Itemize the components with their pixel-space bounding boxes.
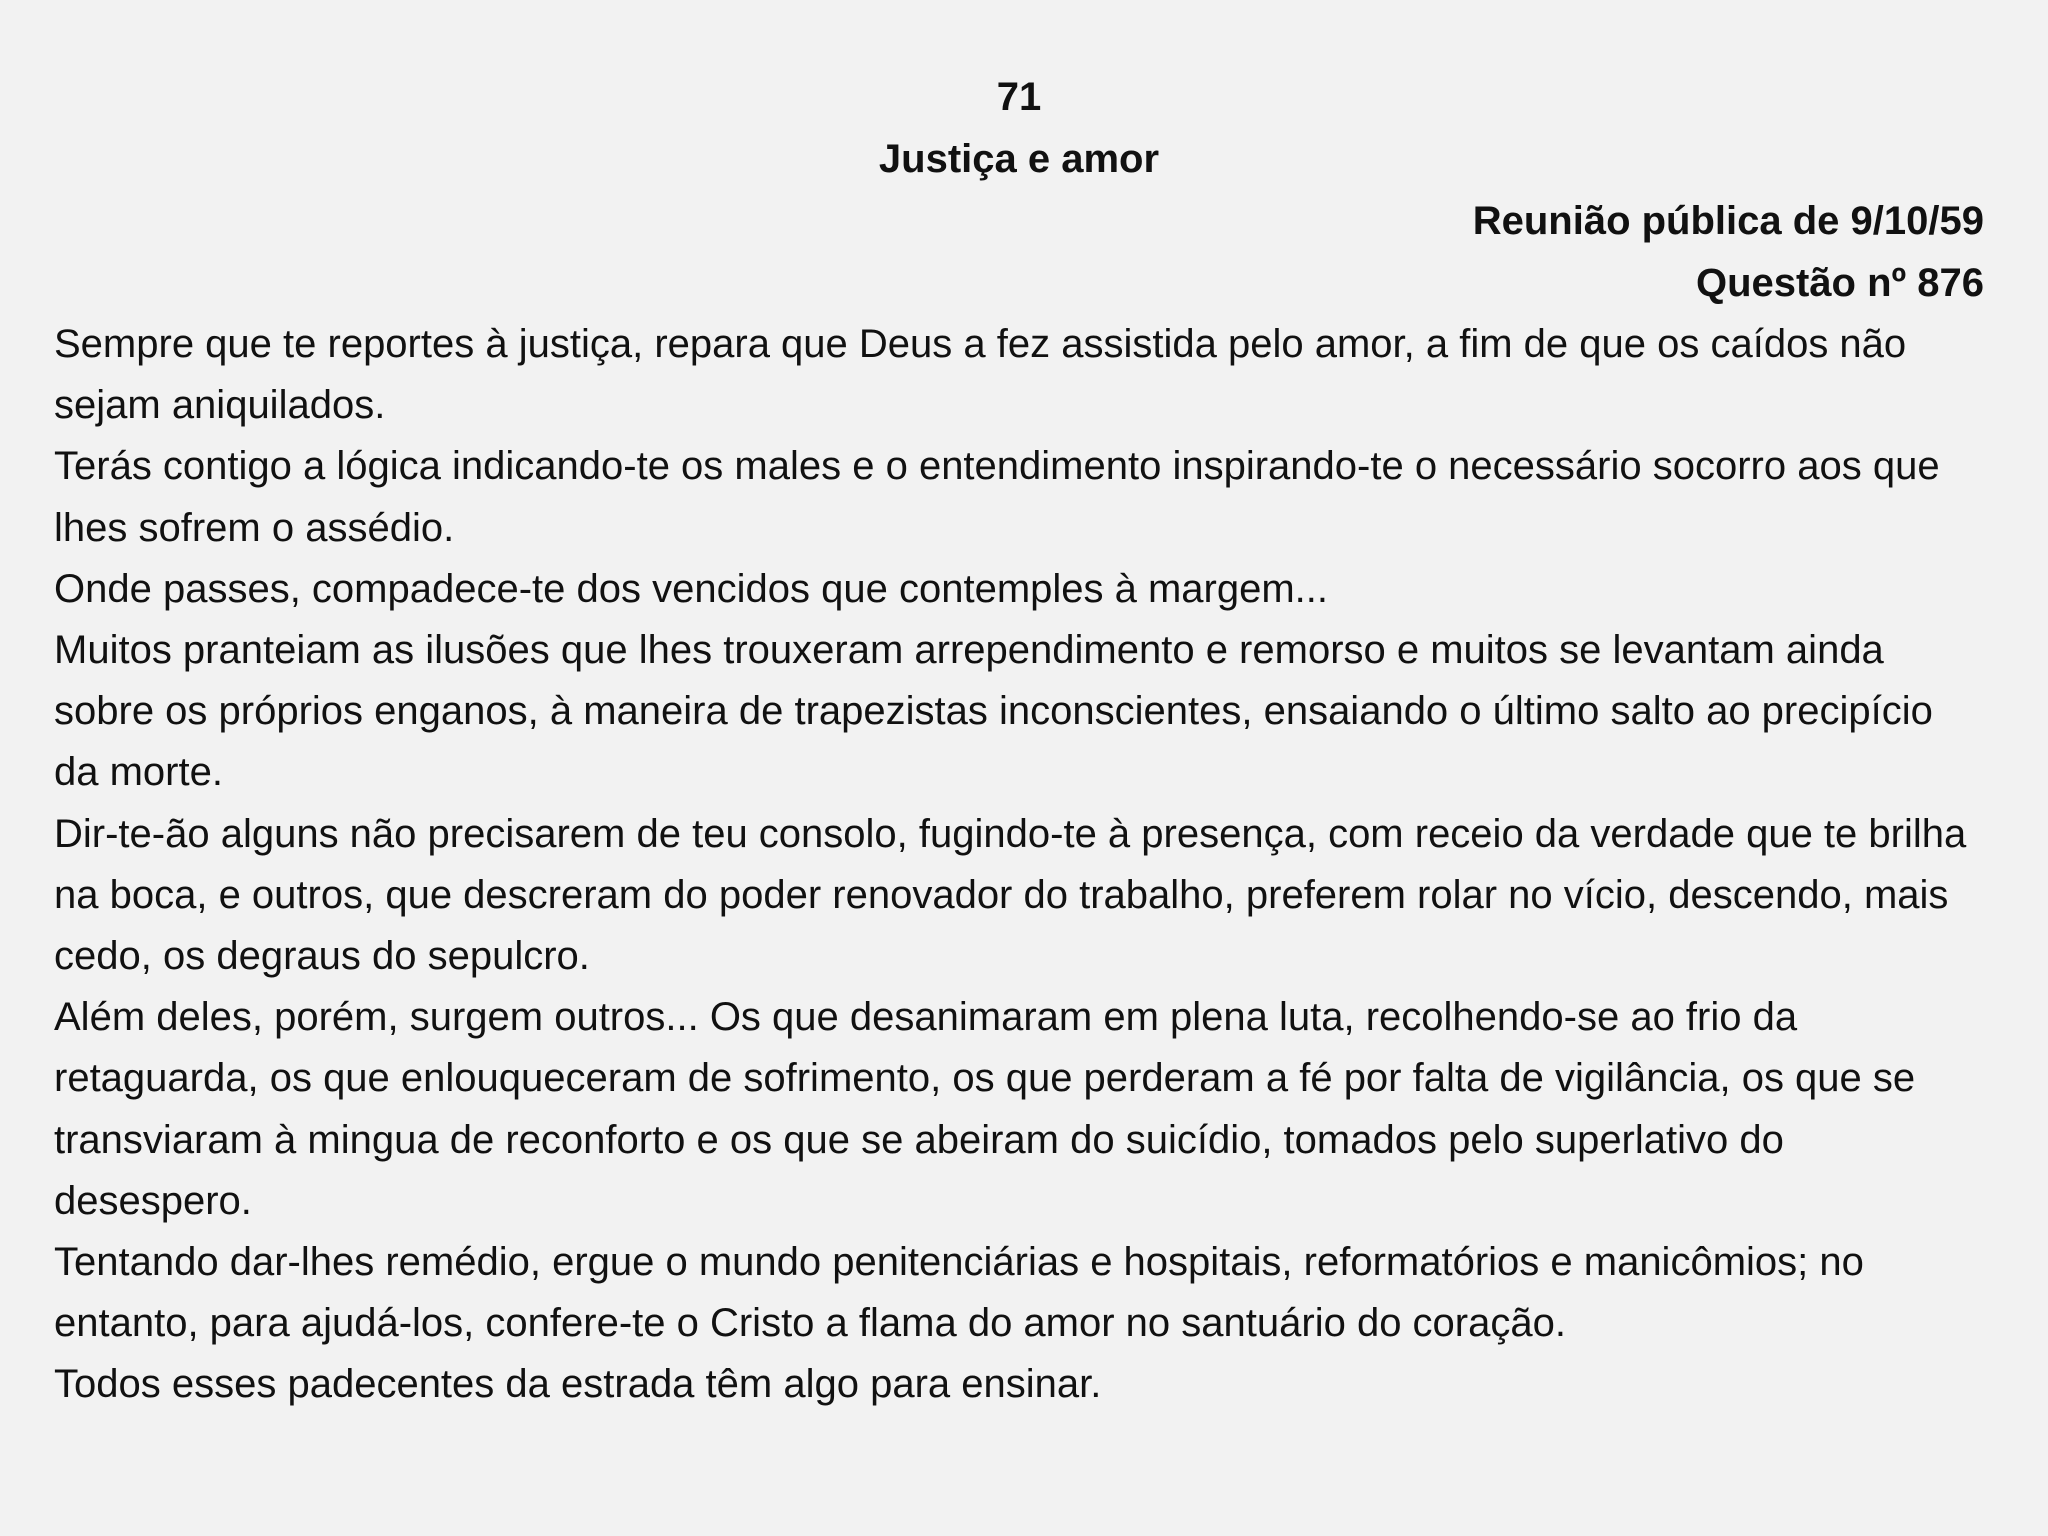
paragraph: Todos esses padecentes da estrada têm algo para ensinar. xyxy=(54,1362,1102,1407)
meeting-date: Reunião pública de 9/10/59 xyxy=(1472,199,1984,243)
paragraph: Além deles, porém, surgem outros... Os que desanimaram em plena luta, recolhendo-se ao frio da retaguarda, os que enlouqueceram de sofrimento, os que perderam a fé por falta de vigilância, os que se transviaram à mingua de reconforto e os que se abeiram do suicídio, tomados pelo superlativo do desespero. xyxy=(54,995,1916,1223)
chapter-title: Justiça e amor xyxy=(878,137,1160,181)
chapter-number: 71 xyxy=(996,75,1042,119)
paragraph: Dir-te-ão alguns não precisarem de teu consolo, fugindo-te à presença, com receio da verdade que te brilha na boca, e outros, que descreram do poder renovador do trabalho, preferem rolar no vício, descendo, mais cedo, os degraus do sepulcro. xyxy=(54,811,1967,979)
question-reference: Questão nº 876 xyxy=(1695,261,1984,305)
body-text xyxy=(54,314,1984,1416)
paragraph: Muitos pranteiam as ilusões que lhes trouxeram arrependimento e remorso e muitos se levantam ainda sobre os próprios enganos, à maneira de trapezistas inconscientes, ensaiando o último salto ao precipício da morte. xyxy=(54,628,1933,795)
paragraph: Terás contigo a lógica indicando-te os males e o entendimento inspirando-te o necessário socorro aos que lhes sofrem o assédio. xyxy=(54,444,1940,550)
document-page xyxy=(54,66,1984,1416)
paragraph: Onde passes, compadece-te dos vencidos que contemples à margem... xyxy=(54,566,1329,611)
paragraph: Sempre que te reportes à justiça, repara que Deus a fez assistida pelo amor, a fim de que os caídos não sejam aniquilados. xyxy=(54,322,1907,428)
paragraph: Tentando dar-lhes remédio, ergue o mundo penitenciárias e hospitais, reformatórios e manicômios; no entanto, para ajudá-los, confere-te o Cristo a flama do amor no santuário do coração. xyxy=(54,1240,1864,1346)
